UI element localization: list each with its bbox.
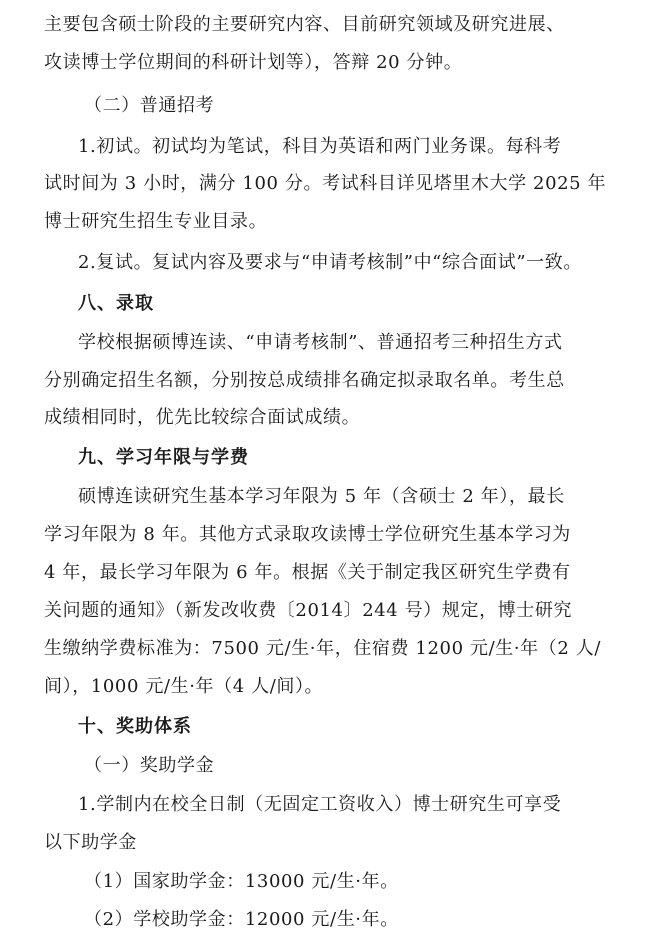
section-10-heading: 十、奖助体系 xyxy=(78,716,192,737)
section-9-line-6: 间），1000 元/生·年（4 人/间）。 xyxy=(44,676,324,697)
section-9-line-2: 学习年限为 8 年。其他方式录取攻读博士学位研究生基本学习为 xyxy=(44,524,571,545)
section-9-line-1: 硕博连读研究生基本学习年限为 5 年（含硕士 2 年），最长 xyxy=(78,486,565,507)
section-8-line-2: 分别确定招生名额，分别按总成绩排名确定拟录取名单。考生总 xyxy=(44,370,565,391)
general-exam-heading: （二）普通招考 xyxy=(84,95,215,116)
section-8-heading: 八、录取 xyxy=(78,293,154,314)
intro-line-2: 攻读博士学位期间的科研计划等），答辩 20 分钟。 xyxy=(44,52,463,73)
initial-exam-line-2: 试时间为 3 小时，满分 100 分。考试科目详见塔里木大学 2025 年 xyxy=(44,173,607,194)
section-9-line-4: 关问题的通知》（新发改收费〔2014〕244 号）规定，博士研究 xyxy=(44,600,573,621)
school-grant-line: （2）学校助学金：12000 元/生·年。 xyxy=(84,909,399,930)
section-9-heading: 九、学习年限与学费 xyxy=(78,447,249,468)
intro-line-1: 主要包含硕士阶段的主要研究内容、目前研究领域及研究进展、 xyxy=(44,14,565,35)
section-9-line-5: 生缴纳学费标准为：7500 元/生·年，住宿费 1200 元/生·年（2 人/ xyxy=(44,638,601,659)
retest-line-1: 2.复试。复试内容及要求与“申请考核制”中“综合面试”一致。 xyxy=(78,252,582,273)
initial-exam-line-3: 博士研究生招生专业目录。 xyxy=(44,211,268,232)
section-8-line-3: 成绩相同时，优先比较综合面试成绩。 xyxy=(44,407,361,428)
national-grant-line: （1）国家助学金：13000 元/生·年。 xyxy=(84,871,399,892)
scholarship-item-1-line-1: 1.学制内在校全日制（无固定工资收入）博士研究生可享受 xyxy=(78,794,562,815)
section-8-line-1: 学校根据硕博连读、“申请考核制”、普通招考三种招生方式 xyxy=(78,332,563,353)
section-9-line-3: 4 年，最长学习年限为 6 年。根据《关于制定我区研究生学费有 xyxy=(44,562,571,583)
initial-exam-line-1: 1.初试。初试均为笔试，科目为英语和两门业务课。每科考 xyxy=(78,136,562,157)
scholarship-sub-heading: （一）奖助学金 xyxy=(84,755,215,776)
scholarship-item-1-line-2: 以下助学金 xyxy=(44,832,137,853)
